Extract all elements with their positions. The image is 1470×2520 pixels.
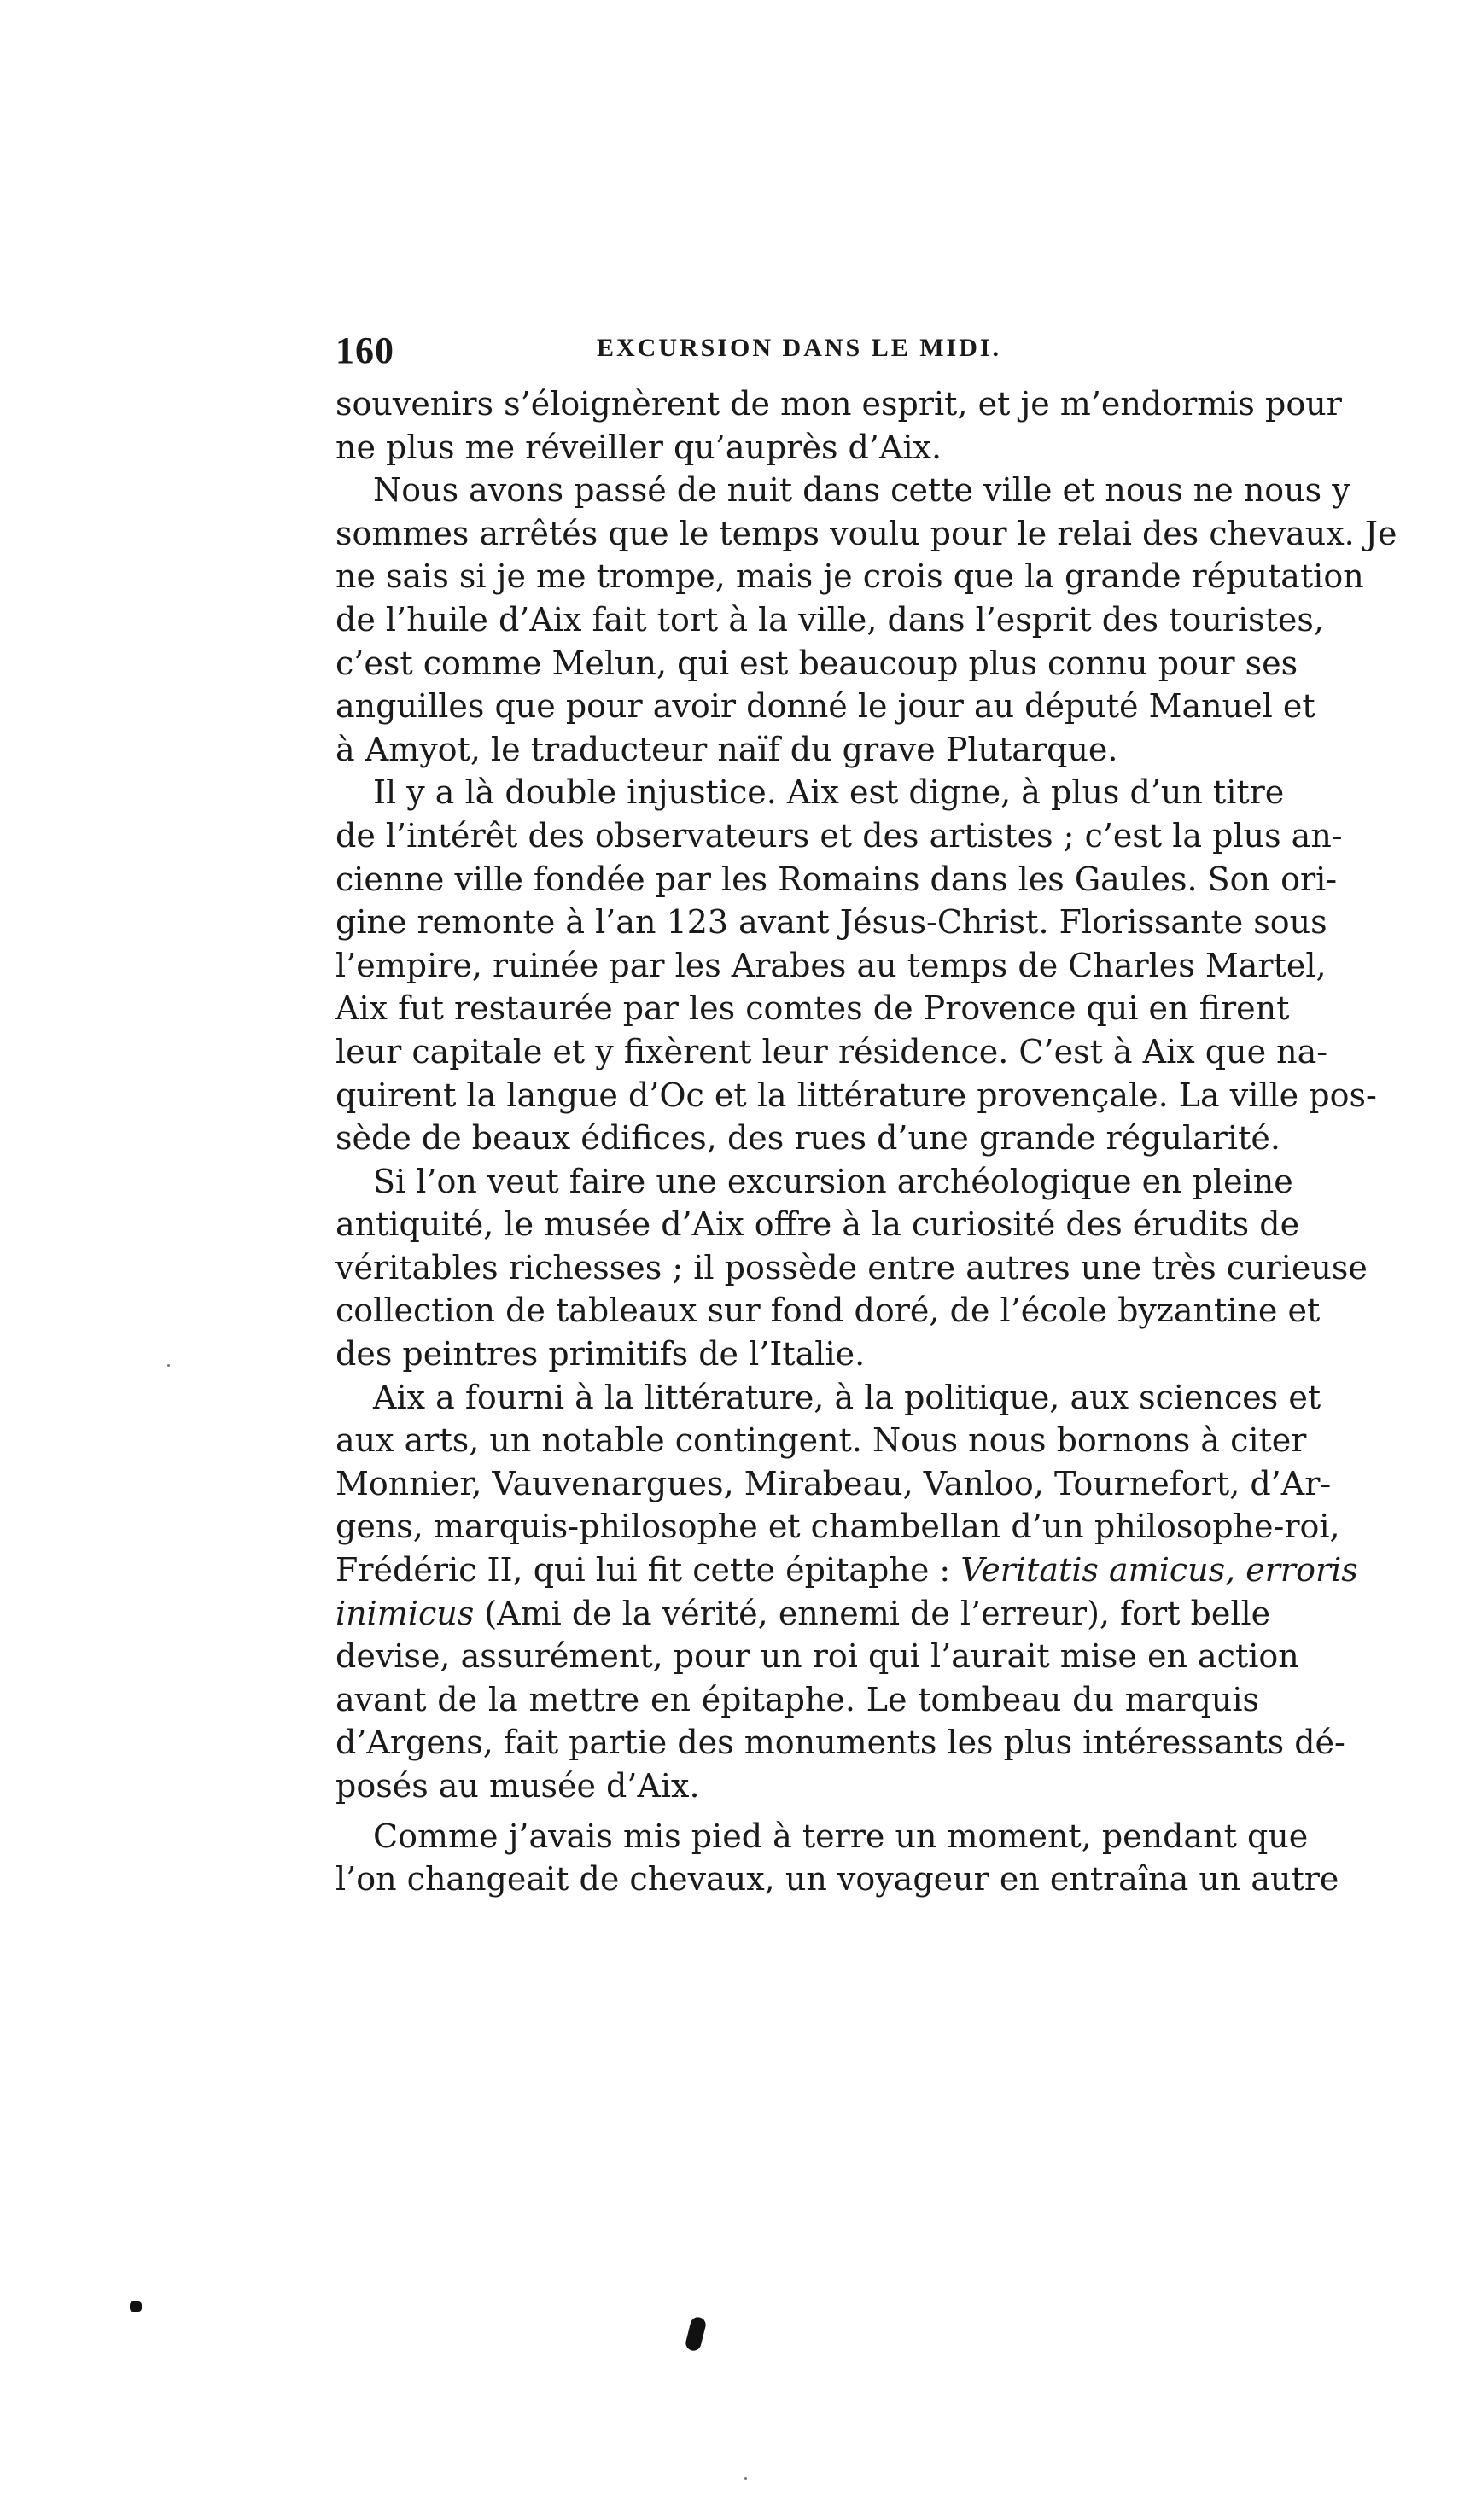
roman-text: Frédéric II, qui lui fit cette épitaphe :	[335, 1551, 961, 1590]
text-line: Monnier, Vauvenargues, Mirabeau, Vanloo, Tournefort, d’Ar-	[335, 1464, 1332, 1502]
text-line: collection de tableaux sur fond doré, de l’école byzantine et	[335, 1292, 1321, 1330]
text-line: avant de la mettre en épitaphe. Le tombeau du marquis	[335, 1680, 1259, 1718]
text-line-with-italic	[335, 1549, 1358, 1592]
text-line: de l’intérêt des observateurs et des artistes ; c’est la plus an-	[335, 816, 1343, 855]
paragraph-first-line: Nous avons passé de nuit dans cette ville et nous ne nous y	[373, 471, 1350, 510]
page-number: 160	[335, 330, 394, 371]
text-line: ne plus me réveiller qu’auprès d’Aix.	[335, 428, 942, 466]
text-line: l’empire, ruinée par les Arabes au temps de Charles Martel,	[335, 946, 1327, 984]
text-line: souvenirs s’éloignèrent de mon esprit, et je m’endormis pour	[335, 385, 1342, 423]
text-line: gens, marquis-philosophe et chambellan d’un philosophe-roi,	[335, 1508, 1340, 1546]
text-line: anguilles que pour avoir donné le jour au député Manuel et	[335, 687, 1315, 726]
text-line: cienne ville fondée par les Romains dans les Gaules. Son ori-	[335, 860, 1338, 898]
ink-spot	[130, 2301, 142, 2312]
text-line-with-italic	[335, 1592, 1271, 1636]
text-line: c’est comme Melun, qui est beaucoup plus connu pour ses	[335, 644, 1298, 682]
text-line: des peintres primitifs de l’Italie.	[335, 1335, 866, 1374]
latin-epitaph-italic: inimicus	[335, 1594, 475, 1632]
latin-epitaph-italic: Veritatis amicus, erroris	[960, 1551, 1358, 1590]
text-line: sède de beaux édifices, des rues d’une grande régularité.	[335, 1119, 1280, 1158]
text-line: à Amyot, le traducteur naïf du grave Plutarque.	[335, 730, 1118, 768]
text-line: l’on changeait de chevaux, un voyageur en entraîna un autre	[335, 1860, 1339, 1899]
text-line: devise, assurément, pour un roi qui l’aurait mise en action	[335, 1637, 1299, 1676]
text-line: leur capitale et y fixèrent leur résidence. C’est à Aix que na-	[335, 1032, 1328, 1070]
text-line: véritables richesses ; il possède entre autres une très curieuse	[335, 1248, 1368, 1286]
ink-spot	[684, 2315, 707, 2352]
text-line: posés au musée d’Aix.	[335, 1767, 700, 1805]
paper-speck	[167, 1364, 170, 1367]
running-title: EXCURSION DANS LE MIDI.	[597, 334, 1002, 362]
paragraph-first-line: Aix a fourni à la littérature, à la politique, aux sciences et	[373, 1378, 1321, 1416]
text-line: antiquité, le musée d’Aix offre à la curiosité des érudits de	[335, 1205, 1300, 1244]
text-line: ne sais si je me trompe, mais je crois que la grande réputation	[335, 557, 1364, 596]
body-text	[335, 382, 1397, 1901]
text-line: quirent la langue d’Oc et la littérature provençale. La ville pos-	[335, 1076, 1377, 1114]
roman-text: (Ami de la vérité, ennemi de l’erreur), fort belle	[474, 1594, 1271, 1632]
text-line: gine remonte à l’an 123 avant Jésus-Christ. Florissante sous	[335, 903, 1327, 942]
text-line: aux arts, un notable contingent. Nous nous bornons à citer	[335, 1421, 1307, 1460]
paper-speck	[744, 2477, 747, 2480]
text-line: Aix fut restaurée par les comtes de Provence qui en firent	[335, 989, 1290, 1028]
text-line: d’Argens, fait partie des monuments les plus intéressants dé-	[335, 1724, 1345, 1762]
text-line: sommes arrêtés que le temps voulu pour le relai des chevaux. Je	[335, 514, 1397, 552]
page-header	[335, 329, 1259, 380]
paragraph-first-line: Comme j’avais mis pied à terre un moment, pendant que	[373, 1817, 1309, 1855]
text-line: de l’huile d’Aix fait tort à la ville, dans l’esprit des touristes,	[335, 600, 1324, 639]
paragraph-first-line: Si l’on veut faire une excursion archéologique en pleine	[373, 1162, 1293, 1200]
paragraph-first-line: Il y a là double injustice. Aix est digne, à plus d’un titre	[373, 773, 1285, 812]
